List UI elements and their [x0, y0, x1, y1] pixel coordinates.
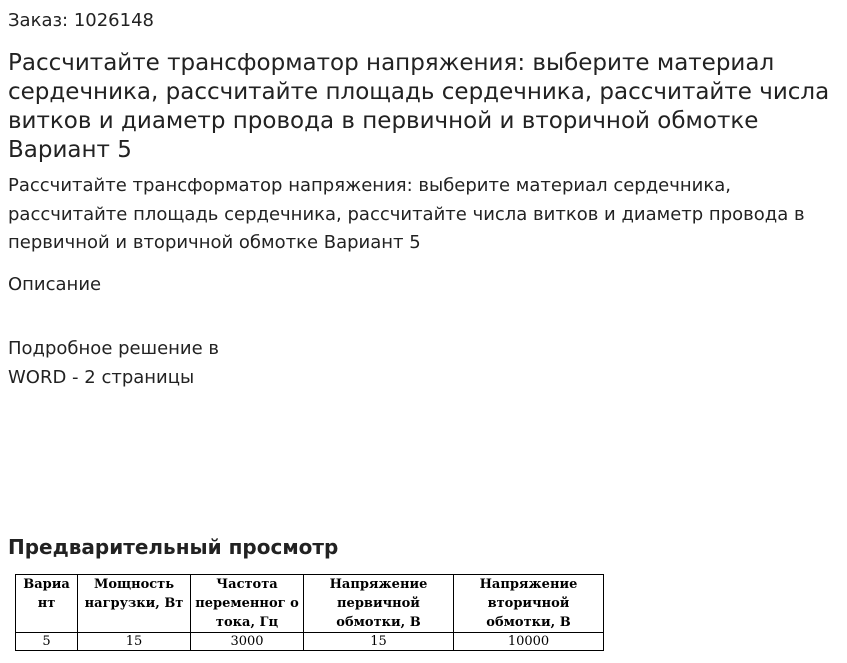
cell-variant: 5: [16, 633, 78, 651]
column-header-load-power: Мощность нагрузки, Вт: [78, 575, 191, 633]
column-header-frequency: Частота переменног о тока, Гц: [191, 575, 304, 633]
preview-heading: Предварительный просмотр: [8, 535, 339, 559]
preview-table: [15, 574, 604, 651]
cell-frequency: 3000: [191, 633, 304, 651]
table-header-row: [16, 575, 604, 633]
description-text: Подробное решение в WORD - 2 страницы: [8, 338, 220, 388]
table-row: [16, 633, 604, 651]
description-heading: Описание: [8, 274, 102, 295]
cell-primary-voltage: 15: [304, 633, 454, 651]
order-number: Заказ: 1026148: [8, 10, 154, 31]
cell-load-power: 15: [78, 633, 191, 651]
column-header-secondary-voltage: Напряжение вторичной обмотки, В: [454, 575, 604, 633]
cell-secondary-voltage: 10000: [454, 633, 604, 651]
column-header-primary-voltage: Напряжение первичной обмотки, В: [304, 575, 454, 633]
task-summary: Рассчитайте трансформатор напряжения: выберите материал сердечника, рассчитайте площадь сердечника, рассчитайте числа витков и диаметр провода в первичной и вторичной обмотке Вариант 5: [8, 175, 805, 253]
column-header-variant: Вариа нт: [16, 575, 78, 633]
page-title: Рассчитайте трансформатор напряжения: выберите материал сердечника, рассчитайте площадь сердечника, рассчитайте числа витков и диаметр провода в первичной и вторичной обмотке Вариант 5: [8, 50, 830, 163]
